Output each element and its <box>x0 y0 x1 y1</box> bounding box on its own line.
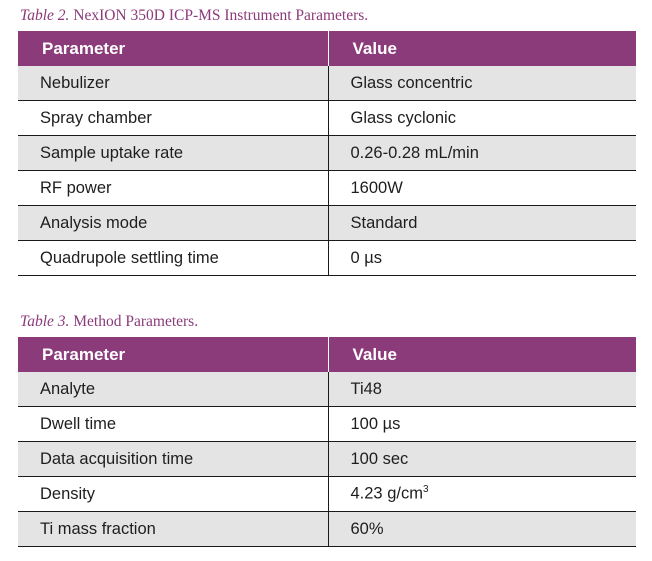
parameter-cell: Quadrupole settling time <box>18 241 328 276</box>
parameter-cell: Spray chamber <box>18 101 328 136</box>
table-row <box>18 206 636 241</box>
value-cell <box>328 477 636 512</box>
parameter-cell: Analyte <box>18 372 328 407</box>
parameter-cell: Ti mass fraction <box>18 512 328 547</box>
parameter-cell: Sample uptake rate <box>18 136 328 171</box>
value-cell: 0 µs <box>328 241 636 276</box>
table-3-caption-text: Method Parameters. <box>73 313 199 330</box>
table-row <box>18 66 636 101</box>
method-parameters-table <box>18 337 636 547</box>
table-row <box>18 477 636 512</box>
value-cell: 60% <box>328 512 636 547</box>
table-row <box>18 372 636 407</box>
instrument-parameters-table <box>18 31 636 276</box>
table-3-caption <box>20 312 198 332</box>
table-header-row <box>18 31 636 66</box>
table-row <box>18 136 636 171</box>
density-unit-exponent: 3 <box>422 484 429 496</box>
density-value: 4.23 g/cm <box>350 484 423 503</box>
value-cell: Standard <box>328 206 636 241</box>
parameter-cell: RF power <box>18 171 328 206</box>
table-2-caption <box>20 6 368 26</box>
table-2-caption-lead: Table 2. <box>20 7 70 24</box>
value-column-header: Value <box>328 337 636 372</box>
parameter-column-header: Parameter <box>18 31 328 66</box>
table-header-row <box>18 337 636 372</box>
table-3-caption-lead: Table 3. <box>20 313 70 330</box>
parameter-cell: Density <box>18 477 328 512</box>
value-cell: 100 sec <box>328 442 636 477</box>
table-row <box>18 171 636 206</box>
value-cell: 0.26-0.28 mL/min <box>328 136 636 171</box>
value-cell: Glass cyclonic <box>328 101 636 136</box>
table-row <box>18 407 636 442</box>
value-cell: 100 µs <box>328 407 636 442</box>
value-cell: Ti48 <box>328 372 636 407</box>
table-row <box>18 512 636 547</box>
table-row <box>18 241 636 276</box>
table-2-caption-text: NexION 350D ICP-MS Instrument Parameters. <box>73 7 369 24</box>
parameter-cell: Dwell time <box>18 407 328 442</box>
table-row <box>18 442 636 477</box>
parameter-column-header: Parameter <box>18 337 328 372</box>
value-cell: Glass concentric <box>328 66 636 101</box>
value-cell: 1600W <box>328 171 636 206</box>
parameter-cell: Data acquisition time <box>18 442 328 477</box>
parameter-cell: Analysis mode <box>18 206 328 241</box>
table-row <box>18 101 636 136</box>
value-column-header: Value <box>328 31 636 66</box>
parameter-cell: Nebulizer <box>18 66 328 101</box>
